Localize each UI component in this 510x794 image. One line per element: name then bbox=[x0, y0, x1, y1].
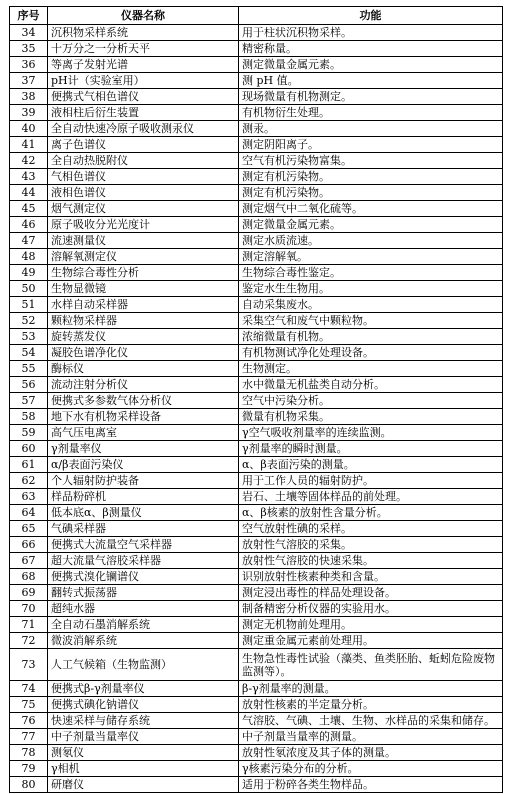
row-number: 66 bbox=[10, 537, 48, 553]
table-row bbox=[10, 41, 503, 57]
instrument-function: 采集空气和废气中颗粒物。 bbox=[239, 313, 503, 329]
instrument-name: 便携式气相色谱仪 bbox=[48, 89, 239, 105]
table-row bbox=[10, 249, 503, 265]
table-row bbox=[10, 601, 503, 617]
instrument-function: 适用于粉碎各类生物样品。 bbox=[239, 777, 503, 793]
row-number: 72 bbox=[10, 633, 48, 649]
row-number: 42 bbox=[10, 153, 48, 169]
table-row bbox=[10, 777, 503, 793]
row-number: 73 bbox=[10, 649, 48, 681]
instrument-function: γ空气吸收剂量率的连续监测。 bbox=[239, 425, 503, 441]
row-number: 76 bbox=[10, 713, 48, 729]
row-number: 61 bbox=[10, 457, 48, 473]
row-number: 70 bbox=[10, 601, 48, 617]
table-row bbox=[10, 713, 503, 729]
instrument-function: α、β表面污染的测量。 bbox=[239, 457, 503, 473]
table-row bbox=[10, 441, 503, 457]
table-row bbox=[10, 121, 503, 137]
row-number: 36 bbox=[10, 57, 48, 73]
instrument-name: 地下水有机物采样设备 bbox=[48, 409, 239, 425]
instrument-function: 岩石、土壤等固体样品的前处理。 bbox=[239, 489, 503, 505]
instrument-name: 便携式多参数气体分析仪 bbox=[48, 393, 239, 409]
instrument-name: 翻转式振荡器 bbox=[48, 585, 239, 601]
table-row bbox=[10, 201, 503, 217]
table-body bbox=[10, 25, 503, 793]
instrument-name: 快速采样与储存系统 bbox=[48, 713, 239, 729]
instrument-table bbox=[9, 6, 503, 793]
table-row bbox=[10, 185, 503, 201]
row-number: 59 bbox=[10, 425, 48, 441]
row-number: 62 bbox=[10, 473, 48, 489]
instrument-name: 低本底α、β测量仪 bbox=[48, 505, 239, 521]
instrument-function: β-γ剂量率的测量。 bbox=[239, 681, 503, 697]
row-number: 80 bbox=[10, 777, 48, 793]
instrument-name: α/β表面污染仪 bbox=[48, 457, 239, 473]
instrument-function: 测定无机物前处理用。 bbox=[239, 617, 503, 633]
table-row bbox=[10, 569, 503, 585]
instrument-function: 浓缩微量有机物。 bbox=[239, 329, 503, 345]
instrument-name: 全自动石墨消解系统 bbox=[48, 617, 239, 633]
header-func: 功能 bbox=[239, 7, 503, 25]
row-number: 75 bbox=[10, 697, 48, 713]
instrument-function: 水中微量无机盐类自动分析。 bbox=[239, 377, 503, 393]
table-row bbox=[10, 217, 503, 233]
instrument-function: 生物急性毒性试验（藻类、鱼类胚胎、蚯蚓危险废物监测等）。 bbox=[239, 649, 503, 681]
table-row bbox=[10, 729, 503, 745]
table-row bbox=[10, 489, 503, 505]
instrument-function: 生物测定。 bbox=[239, 361, 503, 377]
table-row bbox=[10, 377, 503, 393]
row-number: 63 bbox=[10, 489, 48, 505]
table-row bbox=[10, 345, 503, 361]
instrument-function: 测定微量金属元素。 bbox=[239, 57, 503, 73]
row-number: 49 bbox=[10, 265, 48, 281]
table-row bbox=[10, 761, 503, 777]
row-number: 79 bbox=[10, 761, 48, 777]
instrument-function: 用于工作人员的辐射防护。 bbox=[239, 473, 503, 489]
instrument-function: γ核素污染分布的分析。 bbox=[239, 761, 503, 777]
instrument-name: 中子剂量当量率仪 bbox=[48, 729, 239, 745]
table-row bbox=[10, 393, 503, 409]
instrument-function: 放射性气溶胶的快速采集。 bbox=[239, 553, 503, 569]
table-row bbox=[10, 681, 503, 697]
instrument-function: 鉴定水生生物用。 bbox=[239, 281, 503, 297]
table-row bbox=[10, 329, 503, 345]
instrument-name: 微波消解系统 bbox=[48, 633, 239, 649]
table-row bbox=[10, 537, 503, 553]
instrument-name: 流动注射分析仪 bbox=[48, 377, 239, 393]
instrument-name: 液相色谱仪 bbox=[48, 185, 239, 201]
instrument-function: 放射性气溶胶的采集。 bbox=[239, 537, 503, 553]
instrument-name: 研磨仪 bbox=[48, 777, 239, 793]
row-number: 39 bbox=[10, 105, 48, 121]
table-row bbox=[10, 57, 503, 73]
instrument-name: 个人辐射防护装备 bbox=[48, 473, 239, 489]
instrument-name: 便携式碘化钠谱仪 bbox=[48, 697, 239, 713]
instrument-function: 测 pH 值。 bbox=[239, 73, 503, 89]
instrument-name: 生物综合毒性分析 bbox=[48, 265, 239, 281]
row-number: 37 bbox=[10, 73, 48, 89]
instrument-name: 沉积物采样系统 bbox=[48, 25, 239, 41]
instrument-name: 样品粉碎机 bbox=[48, 489, 239, 505]
row-number: 74 bbox=[10, 681, 48, 697]
table-row bbox=[10, 697, 503, 713]
instrument-function: 测定重金属元素前处理用。 bbox=[239, 633, 503, 649]
instrument-name: 等离子发射光谱 bbox=[48, 57, 239, 73]
instrument-name: 液相柱后衍生装置 bbox=[48, 105, 239, 121]
table-row bbox=[10, 617, 503, 633]
table-row bbox=[10, 361, 503, 377]
row-number: 44 bbox=[10, 185, 48, 201]
instrument-name: 全自动热脱附仪 bbox=[48, 153, 239, 169]
table-row bbox=[10, 505, 503, 521]
instrument-function: 测定阴阳离子。 bbox=[239, 137, 503, 153]
instrument-name: 超纯水器 bbox=[48, 601, 239, 617]
table-row bbox=[10, 313, 503, 329]
instrument-function: 用于柱状沉积物采样。 bbox=[239, 25, 503, 41]
instrument-function: 中子剂量当量率的测量。 bbox=[239, 729, 503, 745]
instrument-name: 便携式β-γ剂量率仪 bbox=[48, 681, 239, 697]
row-number: 71 bbox=[10, 617, 48, 633]
instrument-function: 微量有机物采集。 bbox=[239, 409, 503, 425]
row-number: 38 bbox=[10, 89, 48, 105]
instrument-function: α、β核素的放射性含量分析。 bbox=[239, 505, 503, 521]
instrument-name: 生物显微镜 bbox=[48, 281, 239, 297]
instrument-name: 气相色谱仪 bbox=[48, 169, 239, 185]
instrument-name: 全自动快速冷原子吸收测汞仪 bbox=[48, 121, 239, 137]
row-number: 67 bbox=[10, 553, 48, 569]
table-row bbox=[10, 649, 503, 681]
table-header-row bbox=[10, 7, 503, 25]
row-number: 41 bbox=[10, 137, 48, 153]
table-row bbox=[10, 585, 503, 601]
row-number: 45 bbox=[10, 201, 48, 217]
instrument-name: 流速测量仪 bbox=[48, 233, 239, 249]
table-row bbox=[10, 409, 503, 425]
row-number: 58 bbox=[10, 409, 48, 425]
instrument-function: 测定水质流速。 bbox=[239, 233, 503, 249]
table-row bbox=[10, 521, 503, 537]
table-row bbox=[10, 281, 503, 297]
instrument-name: 水样自动采样器 bbox=[48, 297, 239, 313]
row-number: 60 bbox=[10, 441, 48, 457]
instrument-function: 测定烟气中二氧化硫等。 bbox=[239, 201, 503, 217]
instrument-name: 便携式大流量空气采样器 bbox=[48, 537, 239, 553]
table-row bbox=[10, 745, 503, 761]
instrument-name: γ剂量率仪 bbox=[48, 441, 239, 457]
table-row bbox=[10, 265, 503, 281]
instrument-name: pH计（实验室用） bbox=[48, 73, 239, 89]
row-number: 69 bbox=[10, 585, 48, 601]
table-row bbox=[10, 297, 503, 313]
instrument-function: 测汞。 bbox=[239, 121, 503, 137]
instrument-function: 测定有机污染物。 bbox=[239, 169, 503, 185]
instrument-function: 测定溶解氧。 bbox=[239, 249, 503, 265]
row-number: 48 bbox=[10, 249, 48, 265]
instrument-function: 测定浸出毒性的样品处理设备。 bbox=[239, 585, 503, 601]
table-row bbox=[10, 473, 503, 489]
table-row bbox=[10, 153, 503, 169]
instrument-name: 十万分之一分析天平 bbox=[48, 41, 239, 57]
instrument-name: 酶标仪 bbox=[48, 361, 239, 377]
instrument-function: 精密称量。 bbox=[239, 41, 503, 57]
row-number: 52 bbox=[10, 313, 48, 329]
instrument-name: 溶解氧测定仪 bbox=[48, 249, 239, 265]
row-number: 77 bbox=[10, 729, 48, 745]
instrument-name: 颗粒物采样器 bbox=[48, 313, 239, 329]
row-number: 78 bbox=[10, 745, 48, 761]
table-row bbox=[10, 169, 503, 185]
table-row bbox=[10, 457, 503, 473]
header-no: 序号 bbox=[10, 7, 48, 25]
instrument-function: 放射性氡浓度及其子体的测量。 bbox=[239, 745, 503, 761]
instrument-name: 气碘采样器 bbox=[48, 521, 239, 537]
table-row bbox=[10, 137, 503, 153]
header-name: 仪器名称 bbox=[48, 7, 239, 25]
row-number: 57 bbox=[10, 393, 48, 409]
instrument-name: 旋转蒸发仪 bbox=[48, 329, 239, 345]
instrument-name: 人工气候箱（生物监测） bbox=[48, 649, 239, 681]
instrument-name: γ相机 bbox=[48, 761, 239, 777]
table-row bbox=[10, 105, 503, 121]
instrument-name: 便携式溴化镧谱仪 bbox=[48, 569, 239, 585]
table-row bbox=[10, 89, 503, 105]
row-number: 40 bbox=[10, 121, 48, 137]
instrument-function: 空气有机污染物富集。 bbox=[239, 153, 503, 169]
instrument-function: 放射性核素的半定量分析。 bbox=[239, 697, 503, 713]
table-row bbox=[10, 425, 503, 441]
instrument-function: 空气放射性碘的采样。 bbox=[239, 521, 503, 537]
instrument-function: 自动采集废水。 bbox=[239, 297, 503, 313]
instrument-function: 制备精密分析仪器的实验用水。 bbox=[239, 601, 503, 617]
instrument-table-container bbox=[9, 6, 502, 793]
table-row bbox=[10, 25, 503, 41]
instrument-function: 生物综合毒性鉴定。 bbox=[239, 265, 503, 281]
row-number: 54 bbox=[10, 345, 48, 361]
row-number: 50 bbox=[10, 281, 48, 297]
instrument-function: 有机物衍生处理。 bbox=[239, 105, 503, 121]
instrument-name: 原子吸收分光光度计 bbox=[48, 217, 239, 233]
row-number: 35 bbox=[10, 41, 48, 57]
row-number: 43 bbox=[10, 169, 48, 185]
instrument-function: 测定微量金属元素。 bbox=[239, 217, 503, 233]
table-row bbox=[10, 233, 503, 249]
row-number: 34 bbox=[10, 25, 48, 41]
instrument-name: 凝胶色谱净化仪 bbox=[48, 345, 239, 361]
table-row bbox=[10, 553, 503, 569]
row-number: 55 bbox=[10, 361, 48, 377]
row-number: 65 bbox=[10, 521, 48, 537]
instrument-name: 测氡仪 bbox=[48, 745, 239, 761]
row-number: 56 bbox=[10, 377, 48, 393]
row-number: 47 bbox=[10, 233, 48, 249]
instrument-function: 测定有机污染物。 bbox=[239, 185, 503, 201]
instrument-function: γ剂量率的瞬时测量。 bbox=[239, 441, 503, 457]
row-number: 46 bbox=[10, 217, 48, 233]
row-number: 53 bbox=[10, 329, 48, 345]
instrument-name: 烟气测定仪 bbox=[48, 201, 239, 217]
row-number: 68 bbox=[10, 569, 48, 585]
instrument-function: 识别放射性核素种类和含量。 bbox=[239, 569, 503, 585]
instrument-name: 高气压电离室 bbox=[48, 425, 239, 441]
table-row bbox=[10, 73, 503, 89]
instrument-function: 空气中污染分析。 bbox=[239, 393, 503, 409]
instrument-function: 有机物测试净化处理设备。 bbox=[239, 345, 503, 361]
instrument-function: 现场微量有机物测定。 bbox=[239, 89, 503, 105]
row-number: 64 bbox=[10, 505, 48, 521]
table-row bbox=[10, 633, 503, 649]
row-number: 51 bbox=[10, 297, 48, 313]
instrument-function: 气溶胶、气碘、土壤、生物、水样品的采集和储存。 bbox=[239, 713, 503, 729]
instrument-name: 超大流量气溶胶采样器 bbox=[48, 553, 239, 569]
instrument-name: 离子色谱仪 bbox=[48, 137, 239, 153]
